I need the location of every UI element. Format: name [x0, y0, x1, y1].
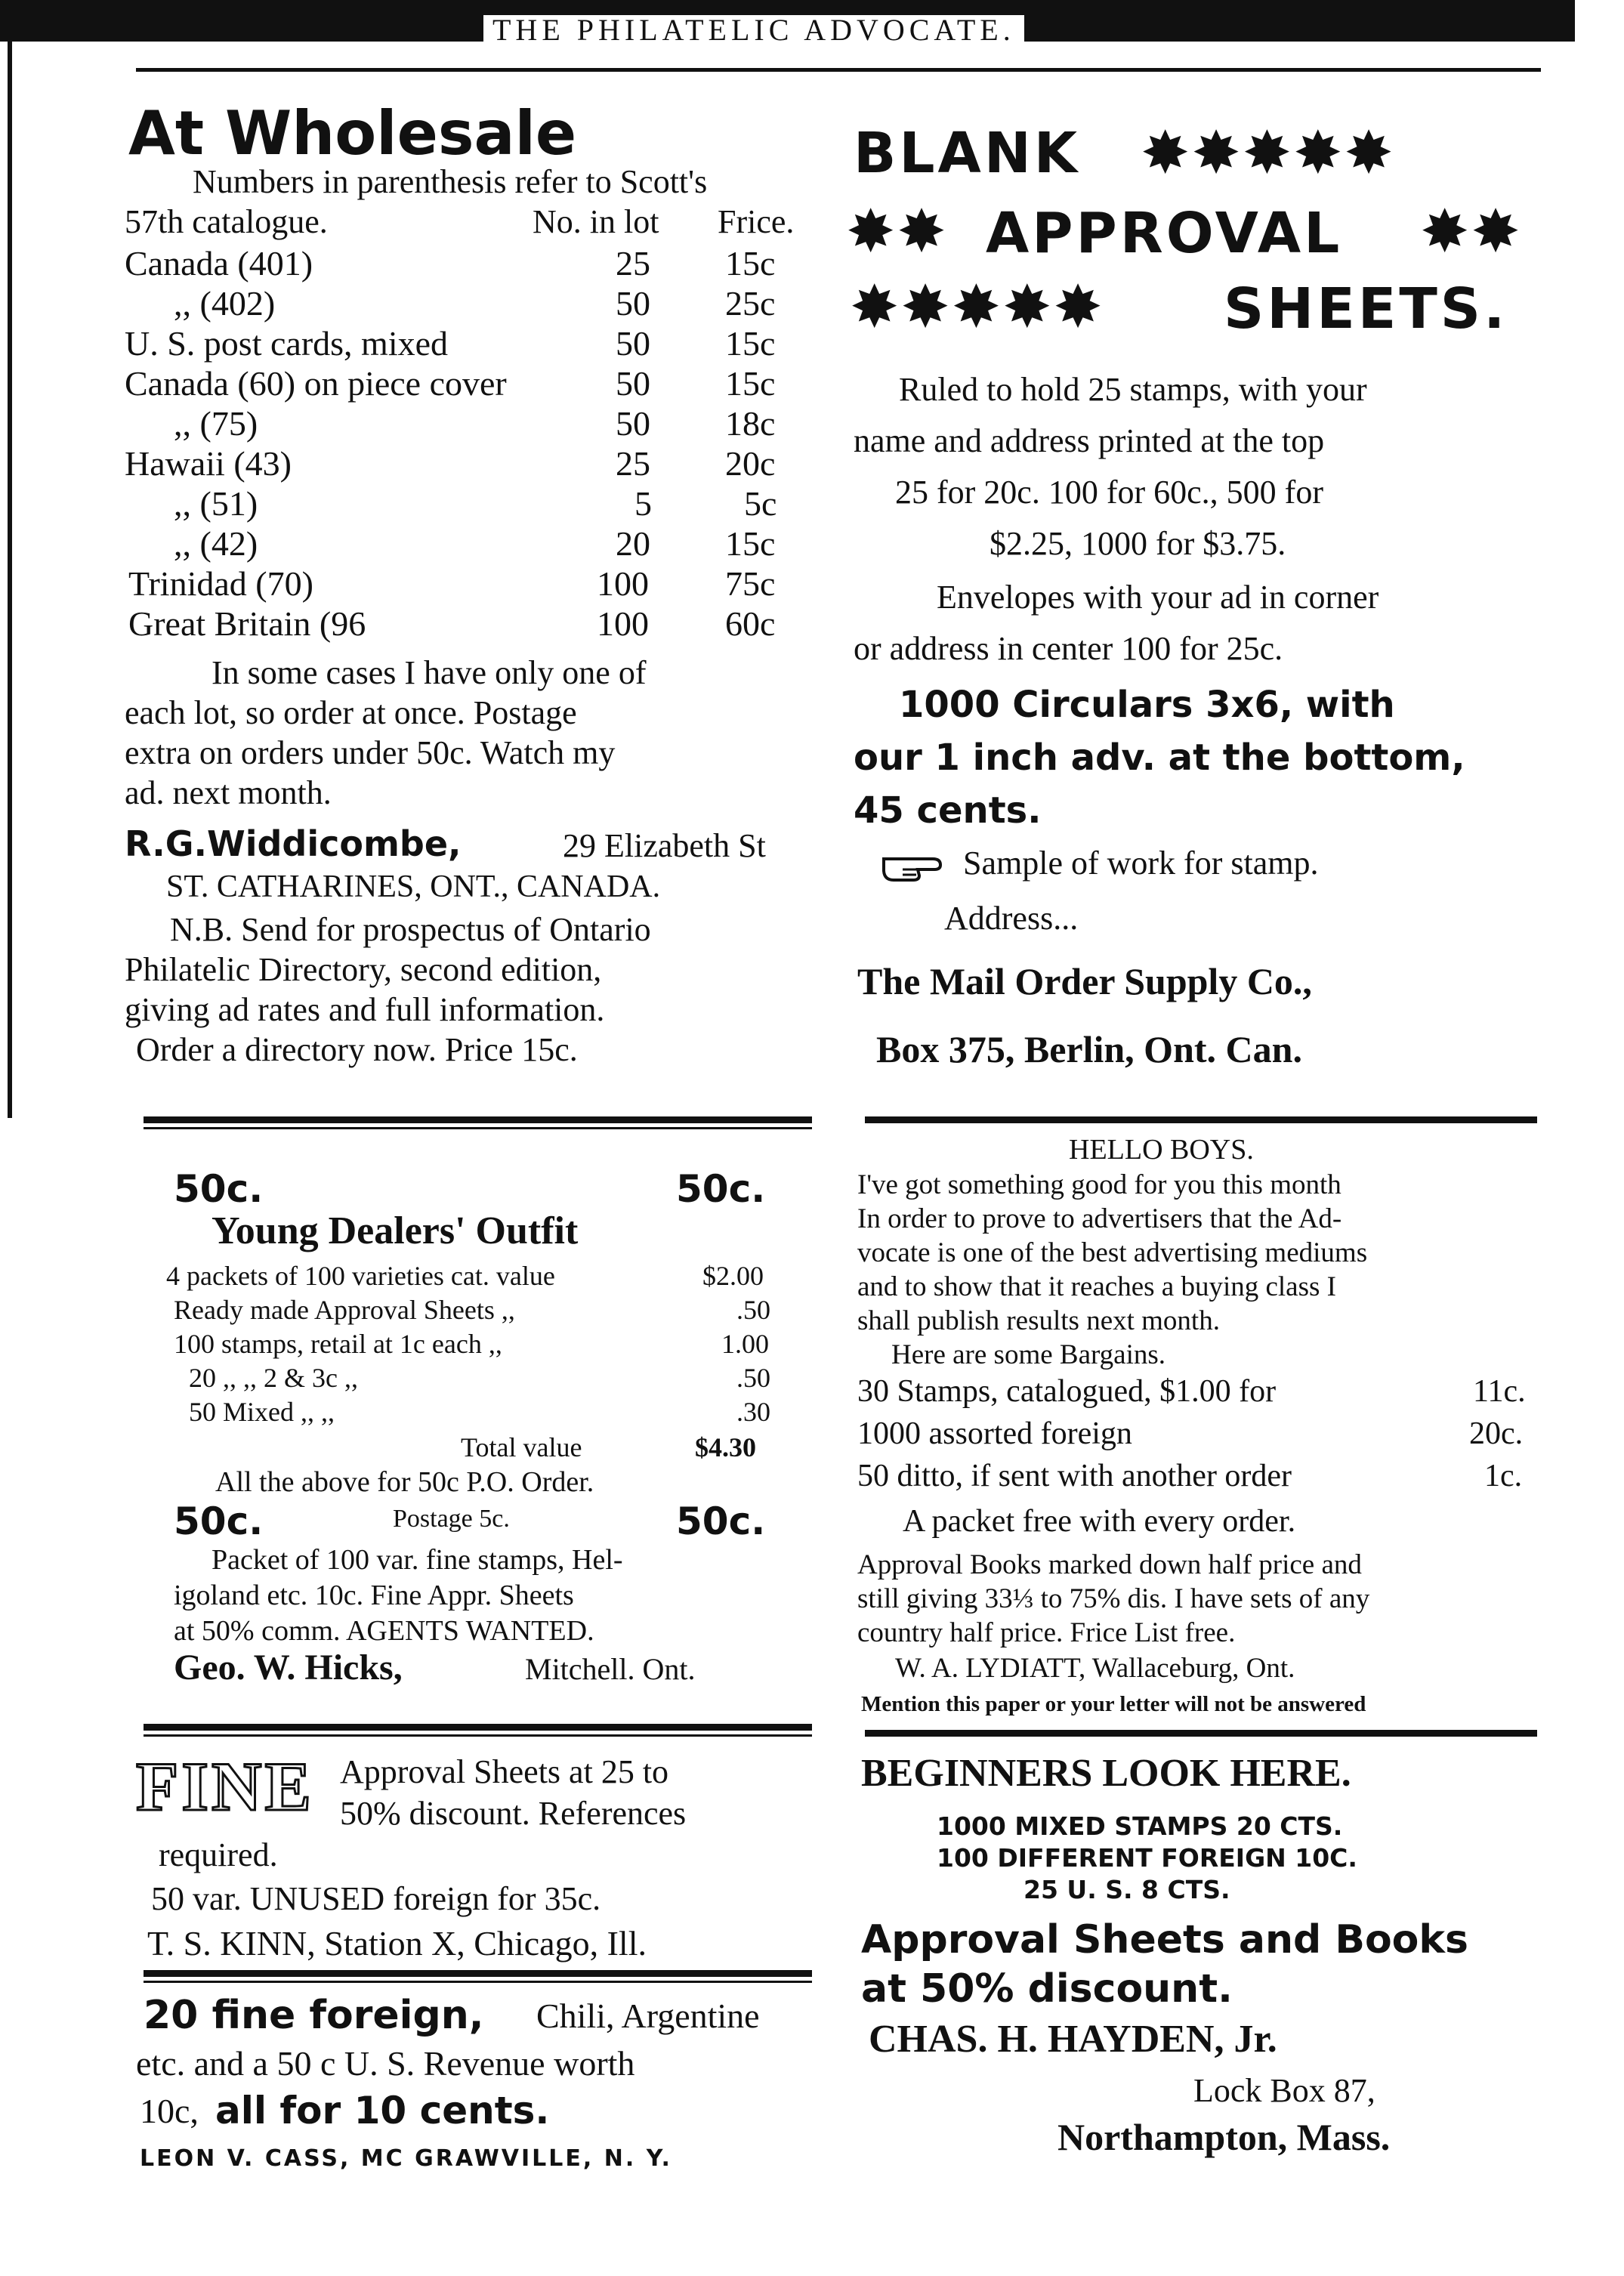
- blank-desc-line: $2.25, 1000 for $3.75.: [990, 525, 1286, 562]
- wholesale-row-lot: 50: [616, 404, 650, 443]
- rule-left-1-thin: [144, 1127, 812, 1129]
- hello-body-line: In order to prove to advertisers that the Ad-: [857, 1203, 1342, 1234]
- fine-word: FINE: [136, 1748, 314, 1825]
- young-body-line: Packet of 100 var. fine stamps, Hel-: [211, 1544, 623, 1576]
- hello-mention-line: Mention this paper or your letter will not be answered: [861, 1692, 1366, 1716]
- wholesale-nb-line: Philatelic Directory, second edition,: [125, 951, 602, 988]
- hello-row-item: 1000 assorted foreign: [857, 1416, 1132, 1451]
- fine-line: required.: [159, 1836, 278, 1873]
- hello-row-price: 20c.: [1469, 1416, 1524, 1451]
- hello-body2-line: Approval Books marked down half price and: [857, 1549, 1362, 1580]
- wholesale-row-item: ,, (402): [174, 284, 276, 323]
- wholesale-col-head: 57th catalogue.: [125, 203, 328, 240]
- wholesale-row-price: 18c: [725, 404, 776, 443]
- wholesale-row-lot: 5: [634, 484, 652, 523]
- wholesale-nb-line: N.B. Send for prospectus of Ontario: [170, 911, 651, 948]
- wholesale-intro: Numbers in parenthesis refer to Scott's: [193, 163, 708, 200]
- wholesale-row-lot: 50: [616, 284, 650, 323]
- rule-left-2-thin: [144, 1734, 812, 1737]
- wholesale-row-item: Canada (60) on piece cover: [125, 364, 507, 403]
- wholesale-row-lot: 20: [616, 524, 650, 563]
- fine-line: 50 var. UNUSED foreign for 35c.: [151, 1880, 601, 1917]
- young-all-line: All the above for 50c P.O. Order.: [215, 1466, 594, 1498]
- wholesale-row-price: 20c: [725, 444, 776, 483]
- young-postage: Postage 5c.: [393, 1505, 510, 1533]
- hello-row-price: 1c.: [1484, 1459, 1523, 1493]
- hello-row-price: 11c.: [1473, 1374, 1526, 1409]
- wholesale-body-line: In some cases I have only one of: [211, 654, 647, 691]
- blank-desc-line: name and address printed at the top: [854, 422, 1325, 459]
- wholesale-body-line: each lot, so order at once. Postage: [125, 694, 577, 731]
- twenty-advertiser: LEON V. CASS, MC GRAWVILLE, N. Y.: [140, 2145, 672, 2172]
- wholesale-row-item: Trinidad (70): [128, 564, 313, 603]
- blank-desc-line: Ruled to hold 25 stamps, with your: [899, 371, 1367, 408]
- young-row-price: .30: [736, 1397, 770, 1427]
- young-price-left: 50c.: [174, 1167, 264, 1211]
- wholesale-row-item: ,, (51): [174, 484, 258, 523]
- young-row-item: 100 stamps, retail at 1c each ,,: [174, 1329, 502, 1359]
- blank-circulars-line: 1000 Circulars 3x6, with: [899, 684, 1395, 726]
- wholesale-row-price: 75c: [725, 564, 776, 603]
- wholesale-row-item: ,, (75): [174, 404, 258, 443]
- wholesale-col-lot: No. in lot: [533, 203, 659, 240]
- blank-circulars-line: our 1 inch adv. at the bottom,: [854, 737, 1465, 779]
- wholesale-row-item: Canada (401): [125, 244, 313, 283]
- left-border-rule: [8, 30, 12, 1118]
- twenty-line: etc. and a 50 c U. S. Revenue worth: [136, 2044, 635, 2083]
- wholesale-row-lot: 50: [616, 364, 650, 403]
- wholesale-row-price: 25c: [725, 284, 776, 323]
- rule-left-1: [144, 1116, 812, 1123]
- blank-circulars-line: 45 cents.: [854, 789, 1042, 832]
- rule-left-3: [144, 1970, 812, 1977]
- beginners-box: Lock Box 87,: [1193, 2072, 1375, 2109]
- hello-row-item: 50 ditto, if sent with another order: [857, 1459, 1292, 1493]
- blank-desc-line: 25 for 20c. 100 for 60c., 500 for: [895, 474, 1323, 511]
- rule-left-3-thin: [144, 1981, 812, 1983]
- beginners-advertiser-name: CHAS. H. HAYDEN, Jr.: [869, 2018, 1277, 2061]
- hello-title: HELLO BOYS.: [1069, 1134, 1254, 1166]
- hello-body-line: and to show that it reaches a buying class I: [857, 1271, 1336, 1302]
- hello-packet: A packet free with every order.: [903, 1504, 1296, 1539]
- rule-right-1: [865, 1116, 1537, 1123]
- beginners-approval-line: Approval Sheets and Books: [861, 1917, 1468, 1963]
- wholesale-row-item: ,, (42): [174, 524, 258, 563]
- wholesale-body-line: extra on orders under 50c. Watch my: [125, 734, 616, 771]
- wholesale-row-item: Hawaii (43): [125, 444, 292, 483]
- young-price-right-2: 50c.: [676, 1499, 766, 1543]
- twenty-offer: all for 10 cents.: [215, 2089, 550, 2132]
- star-ornament-icon: ✸✸✸✸✸: [1141, 119, 1395, 187]
- young-row-item: Ready made Approval Sheets ,,: [174, 1295, 515, 1325]
- beginners-line: 25 U. S. 8 CTS.: [1023, 1875, 1230, 1904]
- wholesale-row-price: 15c: [725, 364, 776, 403]
- beginners-title: BEGINNERS LOOK HERE.: [861, 1752, 1351, 1795]
- fine-line: Approval Sheets at 25 to: [340, 1753, 669, 1790]
- beginners-town: Northampton, Mass.: [1057, 2116, 1391, 2158]
- fine-line: 50% discount. References: [340, 1795, 687, 1832]
- hello-body2-line: country half price. Frice List free.: [857, 1617, 1236, 1648]
- rule-right-2: [865, 1730, 1537, 1737]
- wholesale-col-price: Frice.: [718, 203, 795, 240]
- young-title: Young Dealers' Outfit: [211, 1209, 579, 1252]
- hello-advertiser-name: W. A. LYDIATT, Wallaceburg, Ont.: [895, 1653, 1295, 1684]
- wholesale-row-price: 15c: [725, 524, 776, 563]
- star-ornament-icon: ✸✸✸✸✸: [850, 273, 1104, 341]
- wholesale-row-item: Great Britain (96: [128, 604, 366, 643]
- rule-left-2: [144, 1724, 812, 1731]
- beginners-discount-line: at 50% discount.: [861, 1966, 1233, 2012]
- wholesale-row-lot: 100: [597, 604, 649, 643]
- wholesale-row-lot: 100: [597, 564, 649, 603]
- wholesale-body-line: ad. next month.: [125, 774, 332, 811]
- young-row-price: 1.00: [721, 1329, 769, 1359]
- blank-sample-line: Sample of work for stamp.: [963, 845, 1319, 882]
- star-ornament-icon: ✸✸: [846, 198, 948, 266]
- blank-address-label: Address...: [944, 900, 1079, 937]
- top-rule: [136, 68, 1541, 72]
- wholesale-address-city: ST. CATHARINES, ONT., CANADA.: [166, 869, 661, 904]
- wholesale-row-lot: 25: [616, 244, 650, 283]
- wholesale-row-lot: 50: [616, 324, 650, 363]
- wholesale-nb-line: giving ad rates and full information.: [125, 991, 605, 1028]
- young-row-item: 20 ,, ,, 2 & 3c ,,: [189, 1363, 358, 1393]
- young-price-left-2: 50c.: [174, 1499, 264, 1543]
- wholesale-row-price: 60c: [725, 604, 776, 643]
- twenty-headline-rest: Chili, Argentine: [536, 1997, 760, 2035]
- blank-envelopes-line: Envelopes with your ad in corner: [937, 579, 1379, 616]
- wholesale-advertiser-name: R.G.Widdicombe,: [125, 823, 462, 864]
- page-header-title: THE PHILATELIC ADVOCATE.: [483, 15, 1024, 45]
- young-total-label: Total value: [461, 1432, 582, 1462]
- twenty-line-price: 10c,: [140, 2092, 199, 2130]
- hello-body-line: vocate is one of the best advertising mediums: [857, 1237, 1368, 1268]
- wholesale-row-price: 15c: [725, 324, 776, 363]
- hello-body-line: I've got something good for you this month: [857, 1169, 1341, 1200]
- blank-word-sheets: SHEETS.: [1224, 276, 1508, 341]
- hello-bargains: Here are some Bargains.: [891, 1339, 1166, 1370]
- young-row-price: $2.00: [702, 1261, 764, 1291]
- wholesale-title: At Wholesale: [128, 98, 577, 168]
- twenty-headline: 20 fine foreign,: [144, 1993, 484, 2038]
- young-total-value: $4.30: [695, 1432, 756, 1462]
- fine-advertiser-line: T. S. KINN, Station X, Chicago, Ill.: [147, 1924, 647, 1963]
- young-price-right: 50c.: [676, 1167, 766, 1211]
- hello-body-line: shall publish results next month.: [857, 1305, 1220, 1336]
- hello-body2-line: still giving 33⅓ to 75% dis. I have sets of any: [857, 1583, 1370, 1614]
- blank-company-name: The Mail Order Supply Co.,: [857, 960, 1312, 1002]
- blank-word-blank: BLANK: [854, 121, 1081, 186]
- young-row-item: 50 Mixed ,, ,,: [189, 1397, 335, 1427]
- beginners-line: 1000 MIXED STAMPS 20 CTS.: [937, 1811, 1343, 1841]
- young-body-line: igoland etc. 10c. Fine Appr. Sheets: [174, 1580, 574, 1611]
- blank-company-box: Box 375, Berlin, Ont. Can.: [876, 1028, 1302, 1070]
- wholesale-row-price: 15c: [725, 244, 776, 283]
- wholesale-row-price: 5c: [744, 484, 777, 523]
- young-body-line: at 50% comm. AGENTS WANTED.: [174, 1615, 594, 1647]
- young-row-price: .50: [736, 1363, 770, 1393]
- wholesale-address-street: 29 Elizabeth St: [563, 827, 766, 864]
- young-advertiser-name: Geo. W. Hicks,: [174, 1648, 403, 1688]
- wholesale-row-item: U. S. post cards, mixed: [125, 324, 449, 363]
- pointing-hand-icon: [880, 850, 956, 884]
- wholesale-row-lot: 25: [616, 444, 650, 483]
- beginners-line: 100 DIFFERENT FOREIGN 10C.: [937, 1843, 1357, 1873]
- young-row-item: 4 packets of 100 varieties cat. value: [166, 1261, 555, 1291]
- wholesale-nb-line: Order a directory now. Price 15c.: [136, 1031, 578, 1068]
- young-town: Mitchell. Ont.: [525, 1652, 696, 1686]
- blank-word-approval: APPROVAL: [986, 201, 1343, 266]
- hello-row-item: 30 Stamps, catalogued, $1.00 for: [857, 1374, 1277, 1409]
- star-ornament-icon: ✸✸: [1420, 198, 1522, 266]
- young-row-price: .50: [736, 1295, 770, 1325]
- blank-envelopes-line: or address in center 100 for 25c.: [854, 630, 1283, 667]
